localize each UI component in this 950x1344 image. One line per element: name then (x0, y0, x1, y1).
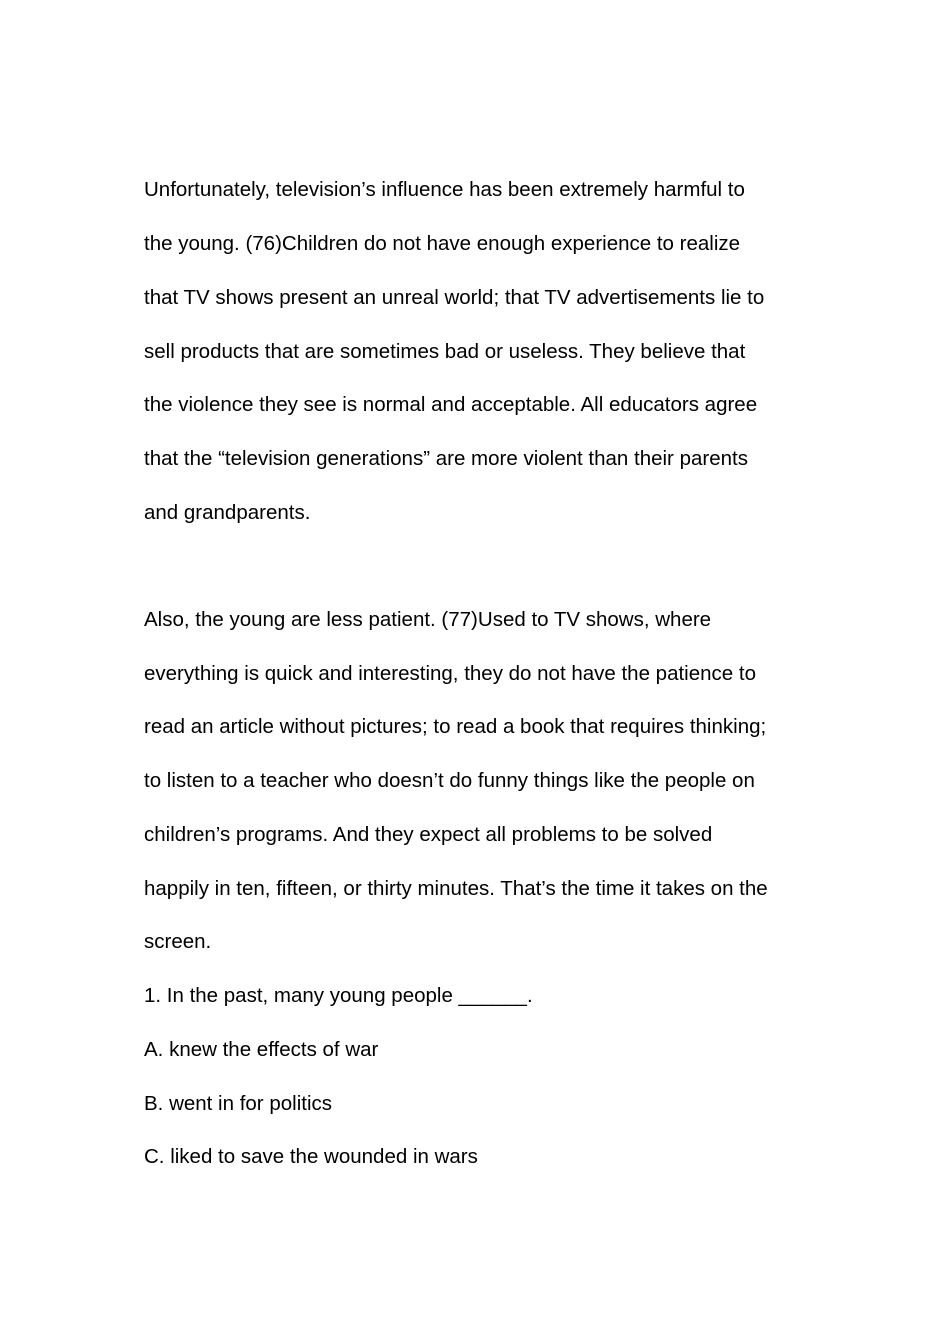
paragraph-line: Also, the young are less patient. (77)Used to TV shows, where (144, 608, 712, 631)
option-c: C. liked to save the wounded in wars (144, 1145, 478, 1168)
paragraph-line: children’s programs. And they expect all problems to be solved (144, 823, 713, 846)
option-b: B. went in for politics (144, 1092, 332, 1115)
paragraph-line: that the “television generations” are more violent than their parents (144, 447, 748, 470)
paragraph-line: happily in ten, fifteen, or thirty minutes. That’s the time it takes on the (144, 877, 768, 900)
paragraph-line: screen. (144, 930, 212, 953)
paragraph-line: that TV shows present an unreal world; that TV advertisements lie to (144, 286, 765, 309)
paragraph-line: to listen to a teacher who doesn’t do funny things like the people on (144, 769, 755, 792)
paragraph-line: read an article without pictures; to read a book that requires thinking; (144, 715, 767, 738)
option-a: A. knew the effects of war (144, 1038, 379, 1061)
paragraph-line: Unfortunately, television’s influence has been extremely harmful to (144, 178, 745, 201)
paragraph-line: the young. (76)Children do not have enough experience to realize (144, 232, 741, 255)
paragraph-line: everything is quick and interesting, they do not have the patience to (144, 662, 756, 685)
paragraph-line: and grandparents. (144, 501, 311, 524)
paragraph-line: sell products that are sometimes bad or useless. They believe that (144, 340, 746, 363)
paragraph-line: the violence they see is normal and acceptable. All educators agree (144, 393, 758, 416)
question-stem: 1. In the past, many young people ______. (144, 984, 533, 1007)
